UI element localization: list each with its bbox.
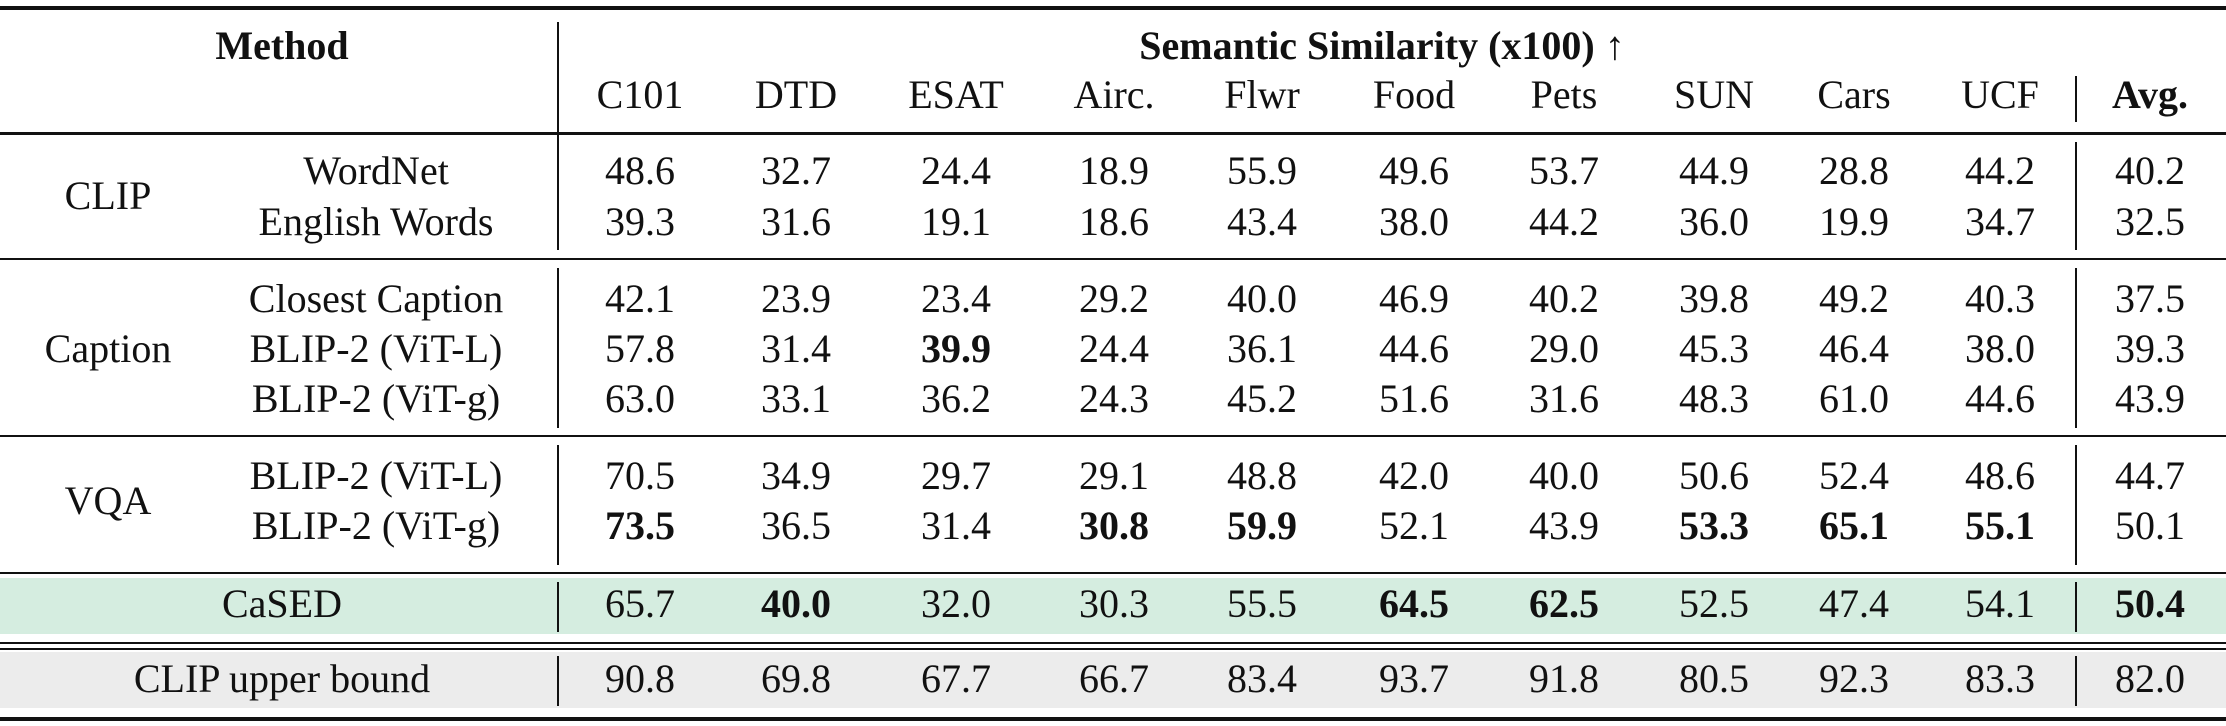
table-cell: 45.2 <box>1227 376 1297 421</box>
method-separator <box>557 22 559 250</box>
table-cell: 31.6 <box>1529 376 1599 421</box>
cased-rule-bottom <box>0 648 2226 650</box>
cased-rule-top <box>0 642 2226 644</box>
table-cell: 44.6 <box>1965 376 2035 421</box>
table-cell: 82.0 <box>2115 656 2185 701</box>
table-cell: 30.8 <box>1079 503 1149 548</box>
table-cell: 18.6 <box>1079 199 1149 244</box>
table-cell: 46.9 <box>1379 276 1449 321</box>
table-cell: 48.8 <box>1227 453 1297 498</box>
table-cell: 67.7 <box>921 656 991 701</box>
column-header-cars: Cars <box>1817 72 1891 117</box>
method-name: Closest Caption <box>248 276 504 321</box>
table-cell: 49.2 <box>1819 276 1889 321</box>
table-cell: 44.6 <box>1379 326 1449 371</box>
avg-separator <box>2075 445 2077 565</box>
table-cell: 23.4 <box>921 276 991 321</box>
table-cell: 57.8 <box>605 326 675 371</box>
avg-separator <box>2075 268 2077 428</box>
table-cell: 49.6 <box>1379 148 1449 193</box>
column-header-food: Food <box>1372 72 1456 117</box>
table-cell: 36.0 <box>1679 199 1749 244</box>
table-cell: 45.3 <box>1679 326 1749 371</box>
table-cell: 91.8 <box>1529 656 1599 701</box>
table-cell: 55.9 <box>1227 148 1297 193</box>
table-cell: 43.9 <box>1529 503 1599 548</box>
table-cell: 32.0 <box>921 581 991 626</box>
table-cell: 93.7 <box>1379 656 1449 701</box>
table-cell: 18.9 <box>1079 148 1149 193</box>
table-cell: 39.3 <box>2115 326 2185 371</box>
avg-separator <box>2075 142 2077 250</box>
table-cell: 39.8 <box>1679 276 1749 321</box>
table-cell: 40.3 <box>1965 276 2035 321</box>
column-header-avg: Avg. <box>2112 72 2188 117</box>
avg-separator <box>2075 582 2077 632</box>
table-cell: 52.5 <box>1679 581 1749 626</box>
table-cell: 73.5 <box>605 503 675 548</box>
table-cell: 39.9 <box>921 326 991 371</box>
table-cell: 29.1 <box>1079 453 1149 498</box>
table-cell: 59.9 <box>1227 503 1297 548</box>
table-cell: 29.7 <box>921 453 991 498</box>
method-name: BLIP-2 (ViT-g) <box>251 503 501 548</box>
cased-method-name: CaSED <box>222 581 342 626</box>
table-cell: 38.0 <box>1379 199 1449 244</box>
table-cell: 19.9 <box>1819 199 1889 244</box>
table-cell: 83.4 <box>1227 656 1297 701</box>
column-header-sun: SUN <box>1673 72 1755 117</box>
method-name: WordNet <box>303 148 449 193</box>
table-cell: 92.3 <box>1819 656 1889 701</box>
table-cell: 29.2 <box>1079 276 1149 321</box>
table-cell: 55.5 <box>1227 581 1297 626</box>
table-cell: 54.1 <box>1965 581 2035 626</box>
caption-group-rule <box>0 435 2226 437</box>
table-cell: 44.9 <box>1679 148 1749 193</box>
column-header-flwr: Flwr <box>1224 72 1300 117</box>
table-cell: 31.6 <box>761 199 831 244</box>
top-rule <box>0 6 2226 10</box>
method-name: BLIP-2 (ViT-L) <box>249 453 503 498</box>
table-cell: 44.7 <box>2115 453 2185 498</box>
avg-separator <box>2075 76 2077 122</box>
group-label-clip: CLIP <box>64 173 152 218</box>
table-cell: 38.0 <box>1965 326 2035 371</box>
method-separator <box>557 582 559 632</box>
table-cell: 51.6 <box>1379 376 1449 421</box>
upper-bound-method-name: CLIP upper bound <box>133 656 431 701</box>
table-cell: 34.9 <box>761 453 831 498</box>
avg-separator <box>2075 656 2077 706</box>
table-cell: 36.5 <box>761 503 831 548</box>
clip-group-rule <box>0 258 2226 260</box>
table-cell: 40.0 <box>761 581 831 626</box>
table-cell: 24.3 <box>1079 376 1149 421</box>
table-cell: 39.3 <box>605 199 675 244</box>
table-cell: 46.4 <box>1819 326 1889 371</box>
table-cell: 55.1 <box>1965 503 2035 548</box>
table-cell: 83.3 <box>1965 656 2035 701</box>
table-cell: 69.8 <box>761 656 831 701</box>
table-cell: 52.1 <box>1379 503 1449 548</box>
table-cell: 62.5 <box>1529 581 1599 626</box>
table-cell: 65.1 <box>1819 503 1889 548</box>
table-cell: 65.7 <box>605 581 675 626</box>
table-cell: 36.2 <box>921 376 991 421</box>
table-cell: 24.4 <box>921 148 991 193</box>
header-rule <box>0 132 2226 135</box>
table-cell: 61.0 <box>1819 376 1889 421</box>
column-header-c101: C101 <box>596 72 684 117</box>
table-cell: 34.7 <box>1965 199 2035 244</box>
table-cell: 42.0 <box>1379 453 1449 498</box>
table-cell: 53.3 <box>1679 503 1749 548</box>
column-header-dtd: DTD <box>754 72 838 117</box>
table-cell: 32.7 <box>761 148 831 193</box>
method-header: Method <box>215 23 349 68</box>
table-cell: 30.3 <box>1079 581 1149 626</box>
method-name: BLIP-2 (ViT-g) <box>251 376 501 421</box>
table-cell: 42.1 <box>605 276 675 321</box>
table-cell: 29.0 <box>1529 326 1599 371</box>
table-cell: 32.5 <box>2115 199 2185 244</box>
column-header-pets: Pets <box>1530 72 1598 117</box>
column-header-airc: Airc. <box>1073 72 1155 117</box>
table-cell: 40.0 <box>1529 453 1599 498</box>
semantic-similarity-header: Semantic Similarity (x100) ↑ <box>1139 23 1625 68</box>
table-cell: 66.7 <box>1079 656 1149 701</box>
method-separator <box>557 656 559 706</box>
table-cell: 43.4 <box>1227 199 1297 244</box>
method-separator <box>557 268 559 428</box>
table-cell: 70.5 <box>605 453 675 498</box>
table-cell: 47.4 <box>1819 581 1889 626</box>
table-cell: 48.6 <box>605 148 675 193</box>
group-label-vqa: VQA <box>64 478 152 523</box>
table-cell: 63.0 <box>605 376 675 421</box>
table-cell: 52.4 <box>1819 453 1889 498</box>
table-cell: 48.6 <box>1965 453 2035 498</box>
method-separator <box>557 445 559 565</box>
bottom-rule <box>0 717 2226 721</box>
table-cell: 37.5 <box>2115 276 2185 321</box>
table-cell: 50.4 <box>2115 581 2185 626</box>
table-cell: 44.2 <box>1965 148 2035 193</box>
table-cell: 40.0 <box>1227 276 1297 321</box>
table-cell: 24.4 <box>1079 326 1149 371</box>
table-cell: 40.2 <box>2115 148 2185 193</box>
method-name: English Words <box>258 199 494 244</box>
table-cell: 31.4 <box>761 326 831 371</box>
group-label-caption: Caption <box>44 326 172 371</box>
vqa-group-rule <box>0 572 2226 574</box>
table-cell: 36.1 <box>1227 326 1297 371</box>
table-cell: 33.1 <box>761 376 831 421</box>
table-cell: 44.2 <box>1529 199 1599 244</box>
table-cell: 19.1 <box>921 199 991 244</box>
table-cell: 48.3 <box>1679 376 1749 421</box>
table-cell: 28.8 <box>1819 148 1889 193</box>
table-cell: 53.7 <box>1529 148 1599 193</box>
table-cell: 64.5 <box>1379 581 1449 626</box>
method-name: BLIP-2 (ViT-L) <box>249 326 503 371</box>
column-header-esat: ESAT <box>908 72 1004 117</box>
table-cell: 90.8 <box>605 656 675 701</box>
table-cell: 40.2 <box>1529 276 1599 321</box>
table-cell: 43.9 <box>2115 376 2185 421</box>
table-cell: 50.1 <box>2115 503 2185 548</box>
table-cell: 23.9 <box>761 276 831 321</box>
column-header-ucf: UCF <box>1961 72 2039 117</box>
table-cell: 80.5 <box>1679 656 1749 701</box>
table-cell: 31.4 <box>921 503 991 548</box>
table-cell: 50.6 <box>1679 453 1749 498</box>
